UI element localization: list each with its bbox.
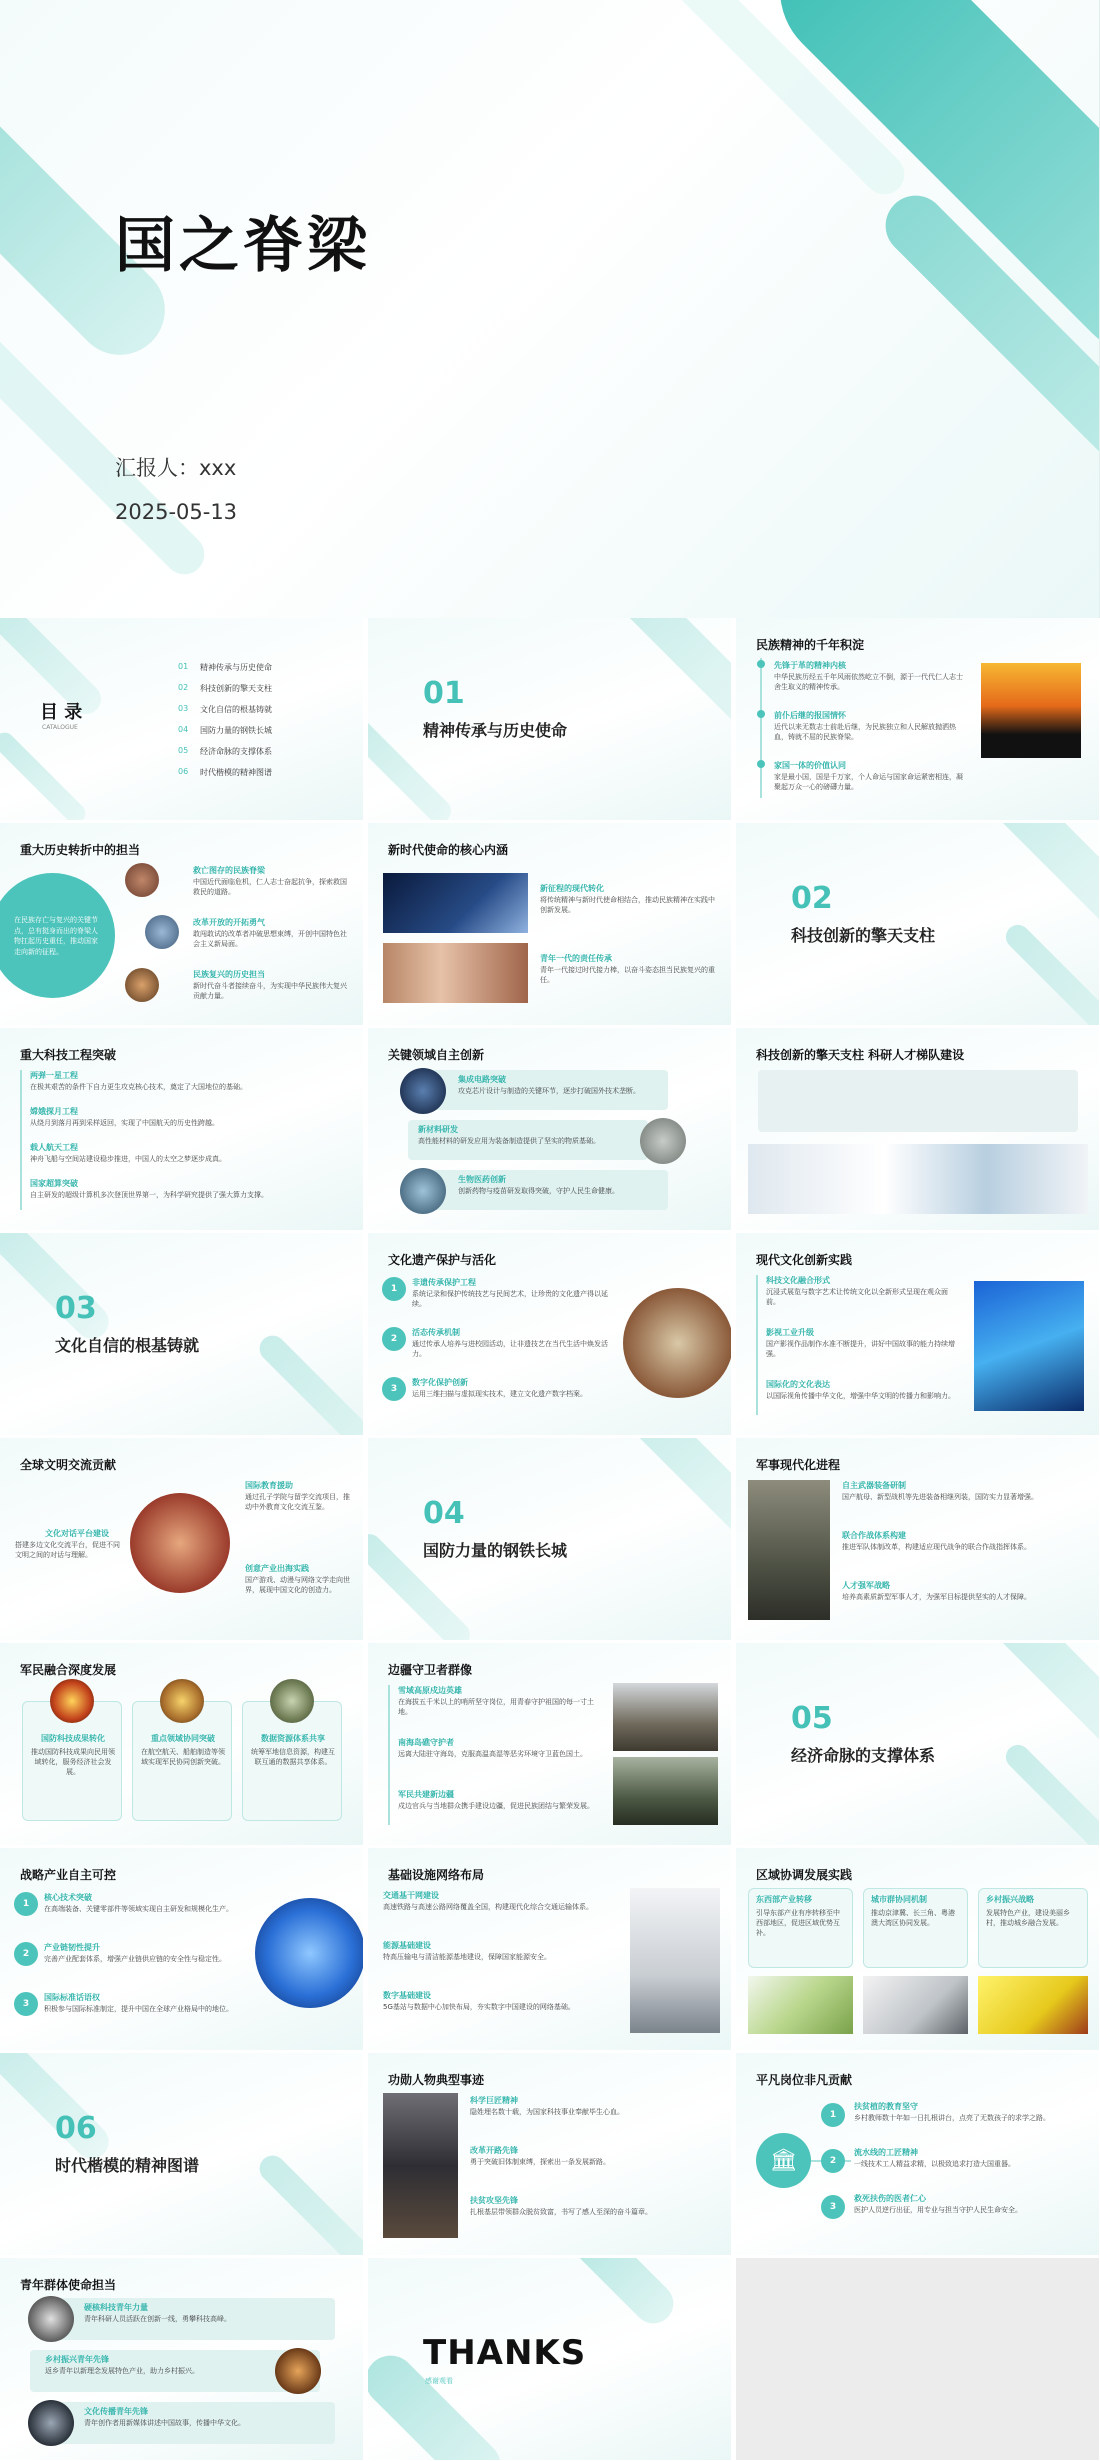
step-number-1: 1 [382,1277,406,1301]
step-number-3: 3 [382,1377,406,1401]
item-heading: 自主武器装备研制 [842,1481,906,1490]
timeline-dot [757,760,765,768]
deco-shape [1001,920,1099,1025]
item-heading: 青年一代的责任传承 [540,954,612,963]
item-heading: 新征程的现代转化 [540,884,604,893]
photo-rocket-crowd [383,2093,458,2238]
slide-title: 平凡岗位非凡贡献 [756,2073,853,2087]
item-text: 一线技术工人精益求精，以极致追求打造大国重器。 [854,2160,1015,2168]
slide-22[interactable] [736,1848,1099,2050]
item-text: 将传统精神与新时代使命相结合，推动民族精神在实践中创新发展。 [540,896,715,915]
item-text: 神舟飞船与空间站建设稳步推进，中国人的太空之梦逐步成真。 [30,1155,226,1163]
card-heading: 重点领域协同突破 [151,1734,215,1743]
slide-title: 功勋人物典型事迹 [388,2073,485,2087]
cover-reporter: 汇报人：xxx [115,456,237,480]
toc-num: 02 [178,683,189,692]
item-heading: 先锋于革的精神内核 [774,661,846,670]
item-heading: 核心技术突破 [44,1893,92,1902]
photo-museum [623,1288,731,1398]
section-number: 04 [423,1496,465,1531]
item-heading: 嫦娥探月工程 [30,1107,78,1116]
slide-title: 基础设施网络布局 [388,1868,485,1882]
slide-title: 关键领域自主创新 [388,1048,485,1062]
item-heading: 国际化的文化表达 [766,1380,830,1389]
item-heading: 南海岛礁守护者 [398,1738,454,1747]
slide-title: 全球文明交流贡献 [20,1458,117,1472]
item-heading: 硬核科技青年力量 [84,2303,148,2312]
slide-title: 民族精神的千年积淀 [756,638,865,652]
item-heading: 科技文化融合形式 [766,1276,830,1285]
item-heading: 人才强军战略 [842,1581,890,1590]
slide-title: 区域协调发展实践 [756,1868,853,1882]
item-text: 近代以来无数志士前赴后继，为民族独立和人民解放抛洒热血，铸就不屈的民族脊梁。 [774,723,956,742]
timeline-line [388,1685,390,1825]
card-text: 推动国防科技成果向民用领域转化，服务经济社会发展。 [31,1748,115,1777]
item-text: 国产游戏、动漫与网络文学走向世界，展现中国文化的创造力。 [245,1576,350,1595]
photo-moon [28,2296,74,2342]
item-text: 中华民族历经五千年风雨依然屹立不倒，源于一代代仁人志士舍生取义的精神传承。 [774,673,963,692]
slide-8[interactable] [0,1028,363,1230]
toc-item-6[interactable]: 时代楷模的精神图谱 [200,768,272,777]
toc-item-1[interactable]: 精神传承与历史使命 [200,663,272,672]
photo-aircraft [160,1679,204,1723]
slide-title: 现代文化创新实践 [756,1253,853,1267]
step-number-2: 2 [821,2149,845,2173]
item-heading: 流水线的工匠精神 [854,2148,918,2157]
bank-icon: 🏛 [756,2133,811,2188]
photo-avatar [145,915,179,949]
card-heading: 东西部产业转移 [756,1895,812,1904]
timeline-dot [757,660,765,668]
slide-13[interactable] [736,1233,1099,1435]
photo-material [640,1118,686,1164]
item-heading: 文化传播青年先锋 [84,2407,148,2416]
slide-6[interactable] [368,823,731,1025]
item-text: 敢闯敢试的改革者冲破思想束缚，开创中国特色社会主义新局面。 [193,930,347,949]
section-title: 精神传承与历史使命 [423,721,568,740]
card-text: 在航空航天、船舶制造等领域实现军民协同创新突破。 [141,1748,225,1767]
item-text: 勇于突破旧体制束缚，探索出一条发展新路。 [470,2158,610,2166]
item-text: 特高压输电与清洁能源基地建设，保障国家能源安全。 [383,1953,551,1961]
item-heading: 联合作战体系构建 [842,1531,906,1540]
item-text: 从绕月到落月再到采样返回，实现了中国航天的历史性跨越。 [30,1119,219,1127]
item-heading: 能源基础建设 [383,1941,431,1950]
item-text: 5G基站与数据中心加快布局，夯实数字中国建设的网络基础。 [383,2003,575,2011]
slide-4[interactable] [736,618,1099,820]
toc-num: 01 [178,662,189,671]
section-number: 03 [55,1291,97,1326]
slide-17[interactable] [0,1643,363,1845]
photo-military-vehicles [748,1480,830,1620]
slide-toc[interactable] [0,618,363,820]
card-text: 引导东部产业有序转移至中西部地区，促进区域优势互补。 [756,1909,840,1938]
item-text: 远离大陆驻守海岛，克服高温高湿等恶劣环境守卫蓝色国土。 [398,1750,587,1758]
item-heading: 产业链韧性提升 [44,1943,100,1952]
slide-16[interactable] [736,1438,1099,1640]
item-text: 积极参与国际标准制定，提升中国在全球产业格局中的地位。 [44,2005,233,2013]
empty-slot [736,2258,1099,2460]
slide-title: 新时代使命的核心内涵 [388,843,509,857]
item-heading: 两弹一星工程 [30,1071,78,1080]
photo-lab-researchers [748,1144,1088,1214]
toc-item-3[interactable]: 文化自信的根基铸就 [200,705,272,714]
photo-fireworks [50,1679,94,1723]
card-heading: 城市群协同机制 [871,1895,927,1904]
thanks-subtitle: 感谢观看 [425,2377,453,2385]
item-heading: 国家超算突破 [30,1179,78,1188]
slide-24[interactable] [368,2053,731,2255]
slide-25[interactable] [736,2053,1099,2255]
deco-shape [0,729,89,820]
photo-mountains [270,1679,314,1723]
section-number: 01 [423,676,465,711]
photo-exchange [130,1493,230,1593]
cover-date: 2025-05-13 [115,500,238,524]
slide-9[interactable] [368,1028,731,1230]
deco-shape [254,1330,363,1435]
slide-title: 文化遗产保护与活化 [388,1253,497,1267]
slide-section-05[interactable] [736,1643,1099,1845]
item-text: 沉浸式展览与数字艺术让传统文化以全新形式呈现在观众面前。 [766,1288,948,1307]
toc-item-2[interactable]: 科技创新的擎天支柱 [200,684,272,693]
photo-planet [28,2400,74,2446]
deco-shape [0,1233,116,1346]
item-text: 家是最小国，国是千万家，个人命运与国家命运紧密相连，凝聚起万众一心的磅礴力量。 [774,773,963,792]
section-title: 国防力量的钢铁长城 [423,1541,568,1560]
toc-title: 目 录 [40,702,83,723]
section-title: 科技创新的擎天支柱 [791,926,936,945]
section-number: 06 [55,2111,97,2146]
photo-hands-plant [748,1976,853,2034]
step-number-3: 3 [14,1992,38,2016]
item-text: 高速铁路与高速公路网络覆盖全国，构建现代化综合交通运输体系。 [383,1903,593,1911]
photo-blue-stage [974,1281,1084,1411]
photo-lab [400,1168,446,1214]
section-title: 时代楷模的精神图谱 [55,2156,200,2175]
item-text: 国产影视作品制作水准不断提升，讲好中国故事的能力持续增强。 [766,1340,955,1359]
item-heading: 集成电路突破 [458,1075,506,1084]
slide-5[interactable] [0,823,363,1025]
item-text: 攻克芯片设计与制造的关键环节，逐步打破国外技术垄断。 [458,1087,640,1095]
card-text: 推动京津冀、长三角、粤港澳大湾区协同发展。 [871,1909,955,1928]
slide-section-06[interactable] [0,2053,363,2255]
photo-power-lines [630,1888,720,2033]
item-heading: 交通基干网建设 [383,1891,439,1900]
slide-title: 重大历史转折中的担当 [20,843,141,857]
card-heading: 数据资源体系共享 [261,1734,325,1743]
toc-item-5[interactable]: 经济命脉的支撑体系 [200,747,272,756]
slide-title: 科技创新的擎天支柱 科研人才梯队建设 [756,1048,965,1062]
item-text: 中国近代面临危机，仁人志士奋起抗争，探索救国救民的道路。 [193,878,347,897]
photo-border-guard [613,1683,718,1751]
toc-subtitle: CATALOGUE [42,724,78,731]
photo-village [275,2348,321,2394]
section-number: 05 [791,1701,833,1736]
item-text: 在高端装备、关键零部件等领域实现自主研发和规模化生产。 [44,1905,233,1913]
item-text: 通过孔子学院与留学交流项目，推动中外教育文化交流互鉴。 [245,1493,350,1512]
step-number-2: 2 [382,1327,406,1351]
item-text: 推进军队体制改革，构建适应现代战争的联合作战指挥体系。 [842,1543,1031,1551]
timeline-line [760,658,762,798]
item-text: 青年一代接过时代接力棒，以奋斗姿态担当民族复兴的重任。 [540,966,715,985]
item-text: 青年科研人员活跃在创新一线，勇攀科技高峰。 [84,2315,231,2323]
cover-slide[interactable] [0,0,1100,618]
section-number: 02 [791,881,833,916]
deco-shape [613,1438,731,1553]
photo-rural-sign [978,1976,1088,2034]
step-number-1: 1 [14,1892,38,1916]
item-heading: 数字基础建设 [383,1991,431,2000]
item-heading: 非遗传承保护工程 [412,1278,476,1287]
item-heading: 前仆后继的报国情怀 [774,711,846,720]
item-text: 新时代奋斗者接续奋斗，为实现中华民族伟大复兴贡献力量。 [193,982,347,1001]
cover-title: 国之脊梁 [115,211,371,281]
toc-item-4[interactable]: 国防力量的钢铁长城 [200,726,272,735]
timeline-line [20,1070,22,1210]
slide-12[interactable] [368,1233,731,1435]
photo-avatar [125,968,159,1002]
item-heading: 军民共建新边疆 [398,1790,454,1799]
slide-title: 军事现代化进程 [756,1458,841,1472]
slide-section-03[interactable] [0,1233,363,1435]
photo-city [863,1976,968,2034]
item-text: 戍边官兵与当地群众携手建设边疆，促进民族团结与繁荣发展。 [398,1802,594,1810]
item-text: 通过传承人培养与进校园活动，让非遗技艺在当代生活中焕发活力。 [412,1340,608,1359]
toc-num: 04 [178,725,189,734]
item-text: 青年创作者用新媒体讲述中国故事，传播中华文化。 [84,2419,245,2427]
timeline-line [756,1275,758,1415]
card-text: 发展特色产业，建设美丽乡村，推动城乡融合发展。 [986,1909,1070,1928]
photo-avatar [125,863,159,897]
slide-title: 战略产业自主可控 [20,1868,117,1882]
item-text: 以国际视角传播中华文化，增强中华文明的传播力和影响力。 [766,1392,955,1400]
item-text: 隐姓埋名数十载，为国家科技事业奉献毕生心血。 [470,2108,624,2116]
section-title: 经济命脉的支撑体系 [791,1746,936,1765]
item-text: 系统记录和保护传统技艺与民间艺术，让珍贵的文化遗产得以延续。 [412,1290,608,1309]
slide-title: 重大科技工程突破 [20,1048,117,1062]
item-heading: 扶贫攻坚先锋 [470,2196,518,2205]
slide-20[interactable] [0,1848,363,2050]
thanks-title: THANKS [423,2333,587,2373]
card-heading: 国防科技成果转化 [41,1734,105,1743]
item-heading: 家国一体的价值认同 [774,761,846,770]
item-heading: 国际教育援助 [245,1481,293,1490]
item-text: 培养高素质新型军事人才，为强军目标提供坚实的人才保障。 [842,1593,1031,1601]
content-bar [758,1070,1078,1132]
item-heading: 雪域高原戍边英雄 [398,1686,462,1695]
card-heading: 乡村振兴战略 [986,1895,1034,1904]
item-text: 创新药物与疫苗研发取得突破，守护人民生命健康。 [458,1187,619,1195]
item-heading: 文化对话平台建设 [45,1529,109,1538]
item-heading: 活态传承机制 [412,1328,460,1337]
slide-18[interactable] [368,1643,731,1845]
item-heading: 乡村振兴青年先锋 [45,2355,109,2364]
item-heading: 国际标准话语权 [44,1993,100,2002]
toc-num: 05 [178,746,189,755]
photo-people-group [383,943,528,1003]
toc-num: 03 [178,704,189,713]
item-heading: 扶贫植的教育坚守 [854,2102,918,2111]
photo-space-station [383,873,528,933]
section-title: 文化自信的根基铸就 [55,1336,200,1355]
item-text: 医护人员逆行出征，用专业与担当守护人民生命安全。 [854,2206,1022,2214]
item-text: 国产航母、新型战机等先进装备相继列装，国防实力显著增强。 [842,1493,1038,1501]
item-heading: 改革开放的开拓勇气 [193,918,265,927]
item-text: 在海拔五千米以上的哨所坚守岗位，用青春守护祖国的每一寸土地。 [398,1698,594,1717]
deco-shape [613,618,731,743]
item-text: 扎根基层带领群众脱贫致富，书写了感人至深的奋斗篇章。 [470,2208,652,2216]
item-heading: 改革开路先锋 [470,2146,518,2155]
slide-title: 青年群体使命担当 [20,2278,117,2292]
step-number-1: 1 [821,2103,845,2127]
item-heading: 救亡图存的民族脊梁 [193,866,265,875]
item-heading: 载人航天工程 [30,1143,78,1152]
item-heading: 数字化保护创新 [412,1378,468,1387]
item-text: 完善产业配套体系，增强产业链供应链的安全性与稳定性。 [44,1955,226,1963]
step-number-3: 3 [821,2195,845,2219]
item-text: 返乡青年以新理念发展特色产业，助力乡村振兴。 [45,2367,199,2375]
deco-shape [254,2150,363,2255]
item-heading: 生物医药创新 [458,1175,506,1184]
item-heading: 影视工业升级 [766,1328,814,1337]
slide-14[interactable] [0,1438,363,1640]
step-number-2: 2 [14,1942,38,1966]
deco-shape [980,823,1099,941]
slide-grid [0,618,1100,2461]
item-heading: 科学巨匠精神 [470,2096,518,2105]
timeline-dot [757,710,765,718]
slide-10[interactable] [736,1028,1099,1230]
photo-tech-network [255,1898,363,2008]
deco-shape [554,2258,681,2332]
photo-chip [400,1068,446,1114]
slide-section-02[interactable] [736,823,1099,1025]
card-text: 统筹军地信息资源，构建互联互通的数据共享体系。 [251,1748,335,1767]
slide-section-04[interactable] [368,1438,731,1640]
item-heading: 创意产业出海实践 [245,1564,309,1573]
slide-title: 边疆守卫者群像 [388,1663,473,1677]
item-text: 高性能材料的研发应用为装备制造提供了坚实的物质基础。 [418,1137,600,1145]
item-heading: 新材料研发 [418,1125,458,1134]
item-heading: 救死扶伤的医者仁心 [854,2194,926,2203]
slide-26[interactable] [0,2258,363,2460]
photo-soldiers [613,1757,718,1825]
item-text: 乡村教师数十年如一日扎根讲台，点亮了无数孩子的求学之路。 [854,2114,1050,2122]
slide-title: 军民融合深度发展 [20,1663,117,1677]
toc-num: 06 [178,767,189,776]
deco-shape [0,2053,116,2166]
slide-section-01[interactable] [368,618,731,820]
slide-thanks[interactable] [368,2258,731,2460]
item-text: 运用三维扫描与虚拟现实技术，建立文化遗产数字档案。 [412,1390,587,1398]
item-text: 在极其艰苦的条件下自力更生攻克核心技术，奠定了大国地位的基础。 [30,1083,247,1091]
deco-shape [1001,1740,1099,1845]
slide-21[interactable] [368,1848,731,2050]
item-text: 自主研发的超级计算机多次登顶世界第一，为科学研究提供了强大算力支撑。 [30,1191,268,1199]
photo-climbers-sunset [981,663,1081,758]
circle-text: 在民族存亡与复兴的关键节点，总有挺身而出的脊梁人物扛起历史重任，推动国家走向新的征程。 [14,916,98,956]
deco-shape [980,1643,1099,1761]
item-text: 搭建多边文化交流平台，促进不同文明之间的对话与理解。 [15,1541,120,1560]
item-heading: 民族复兴的历史担当 [193,970,265,979]
